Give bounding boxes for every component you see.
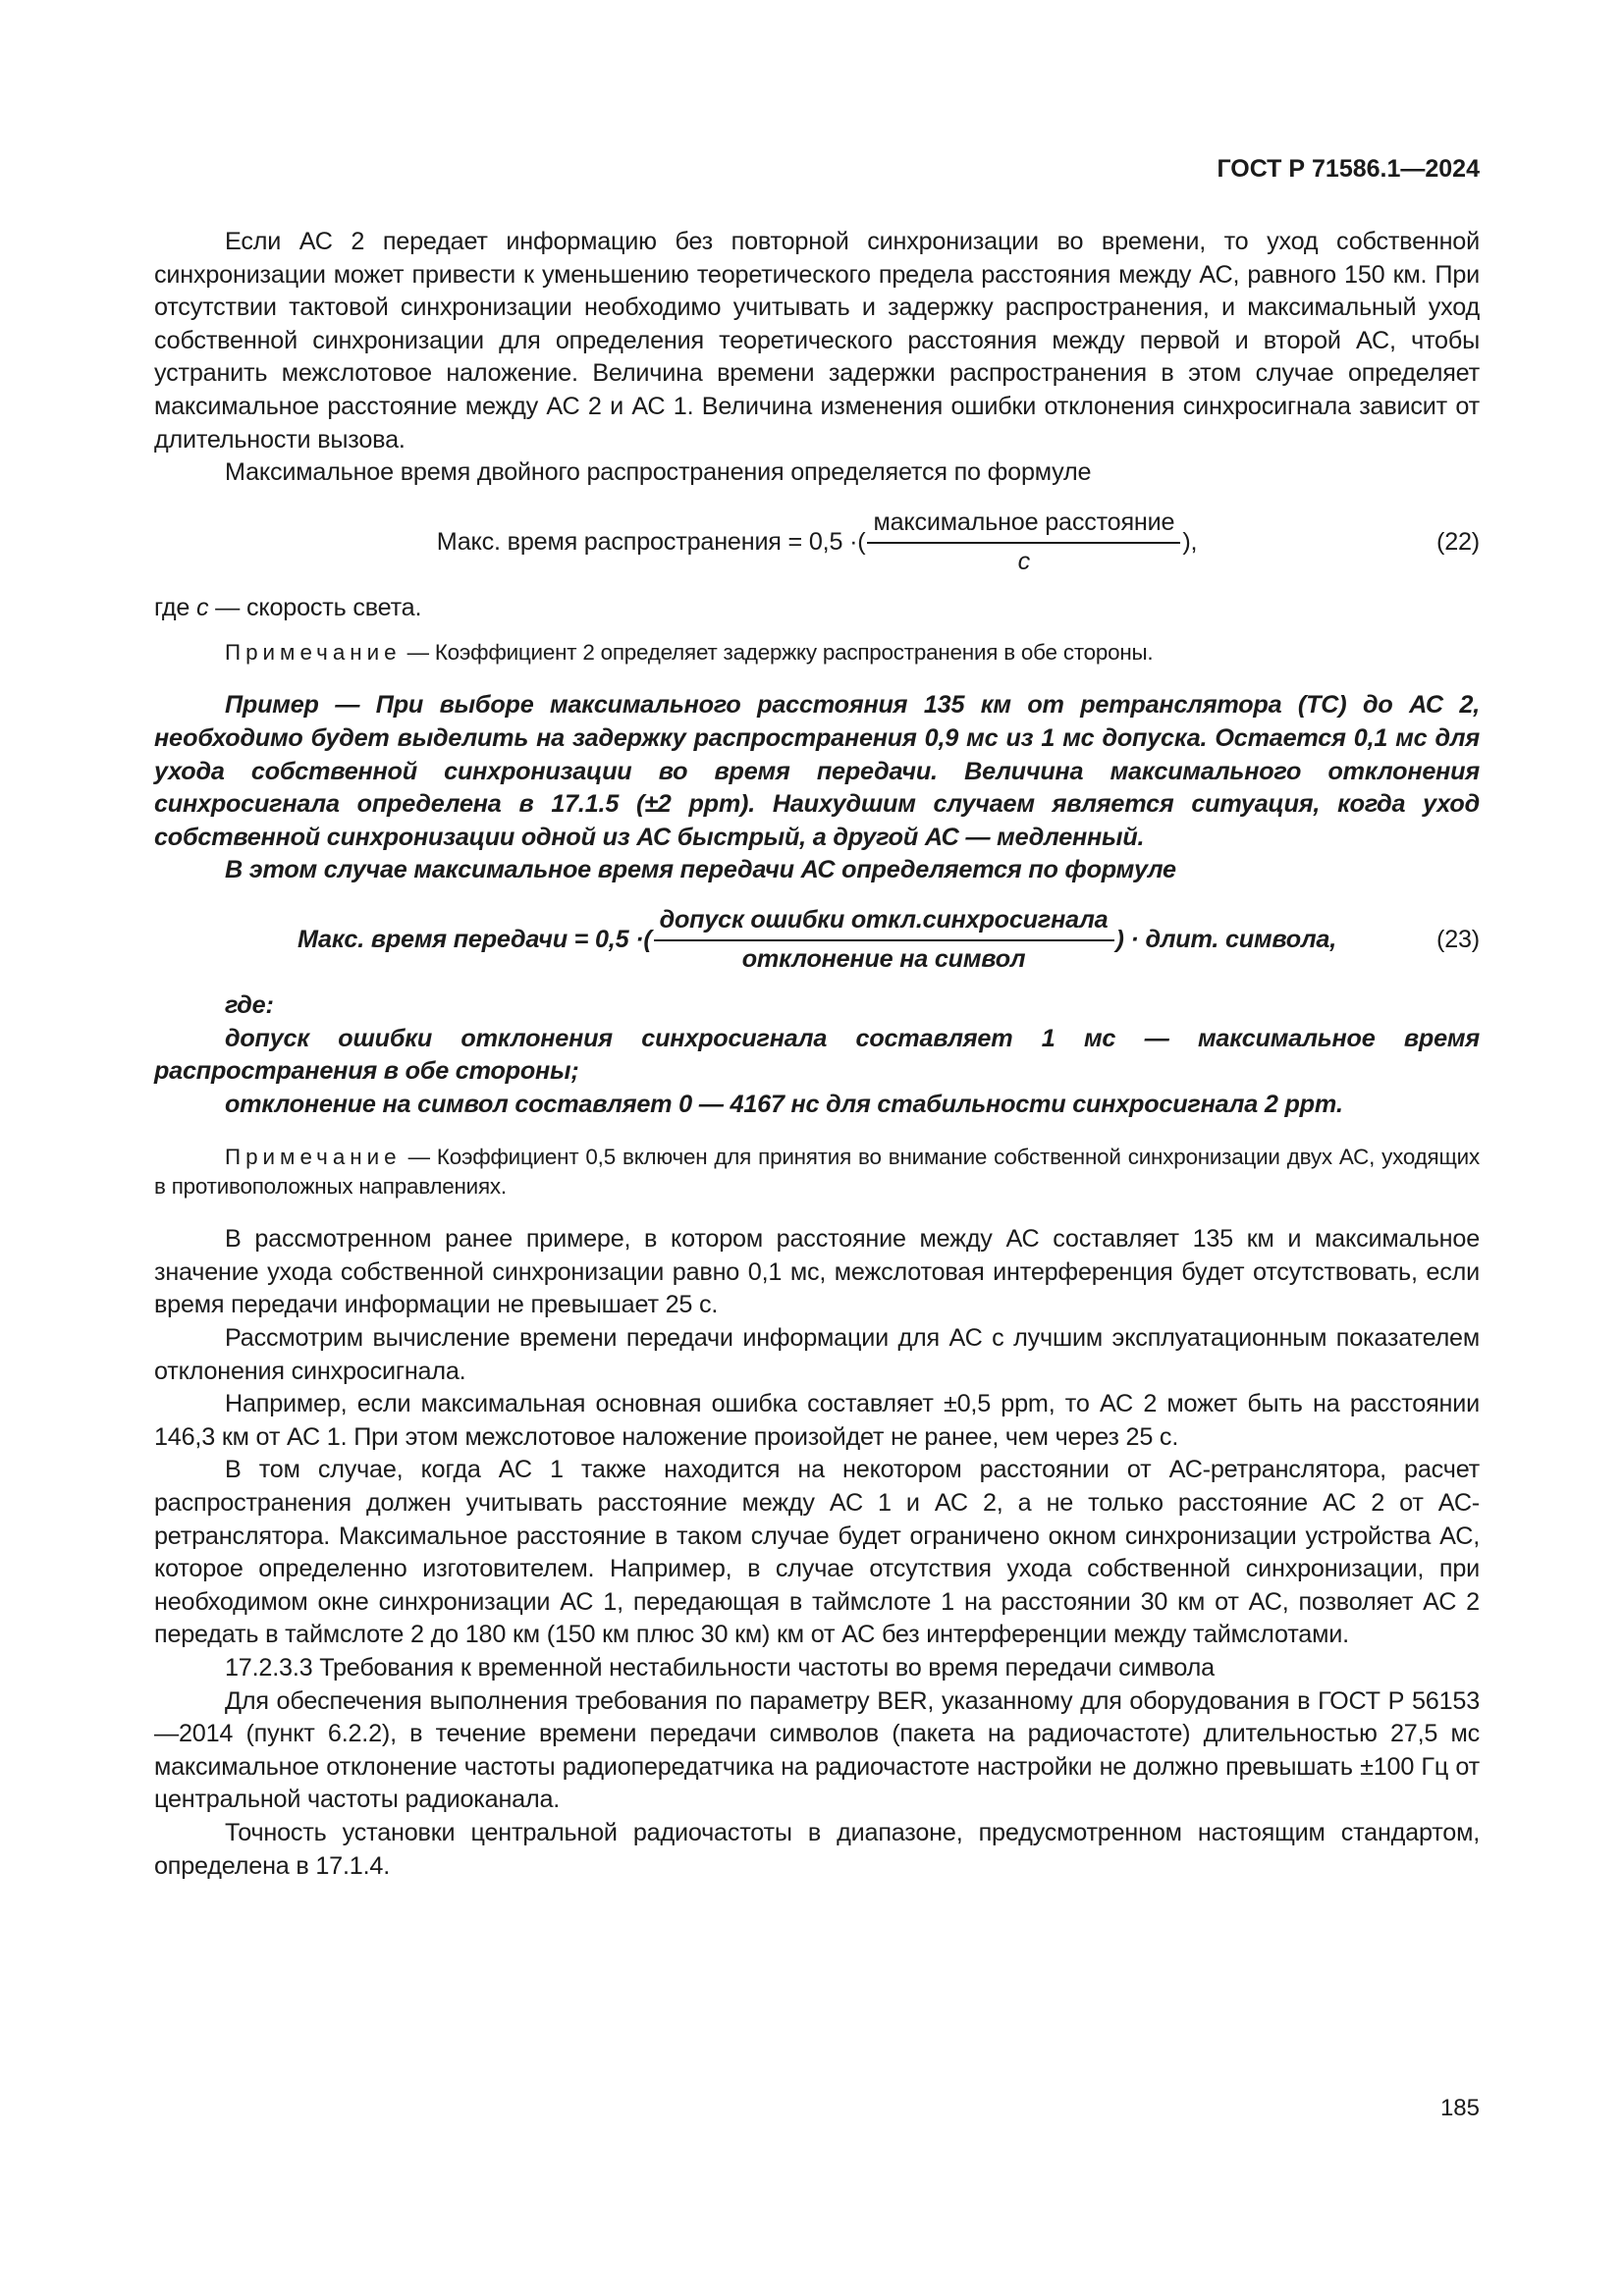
paragraph: Например, если максимальная основная ошибка составляет ±0,5 ppm, то АС 2 может быть на расстоянии 146,3 км от АС 1. При этом межслотовое наложение произойдет не ранее, чем через 25 с. [154,1390,1480,1451]
example-paragraph: В этом случае максимальное время передачи АС определяется по формуле [225,856,1176,884]
where-prefix: где [154,593,196,621]
formula-number: (22) [1436,527,1480,556]
note-label: Примечание [225,1145,402,1170]
formula-rhs: ), [1182,527,1198,556]
definition: допуск ошибки отклонения синхросигнала составляет 1 мс — максимальное время распространения в обе стороны; [154,1024,1480,1086]
where-c-line [154,592,1480,625]
note-text: — Коэффициент 0,5 включен для принятия во внимание собственной синхронизации двух АС, уходящих в противоположных направлениях. [154,1145,1480,1200]
formula-fraction [867,507,1180,578]
where-label: где: [225,990,274,1019]
fraction-denominator: c [1017,547,1031,575]
section-heading-17-2-3-3: 17.2.3.3 Требования к временной нестабильности частоты во время передачи символа [225,1654,1215,1682]
note-label: Примечание [225,640,402,666]
fraction-denominator: отклонение на символ [741,944,1026,973]
formula-lhs: Макс. время передачи = 0,5 ·( [297,926,652,954]
note-2 [154,1143,1480,1201]
paragraph: Точность установки центральной радиочастоты в диапазоне, предусмотренном настоящим стандартом, определена в 17.1.4. [154,1818,1480,1880]
formula-lhs: Макс. время распространения = 0,5 ·( [436,527,866,556]
page-number: 185 [1439,2095,1480,2121]
where-suffix: — скорость света. [208,593,422,621]
note-text: — Коэффициент 2 определяет задержку распространения в обе стороны. [401,640,1154,666]
definition: отклонение на символ составляет 0 — 4167 нс для стабильности синхросигнала 2 ppm. [225,1090,1343,1118]
fraction-numerator: максимальное расстояние [867,507,1180,544]
formula-expression [154,895,1480,986]
paragraph: В том случае, когда АС 1 также находится на некотором расстоянии от АС-ретранслятора, расчет распространения должен учитывать расстояние между АС 1 и АС 2, а не только расстояние АС 2 от АС-ретранслятора. Максимальное расстояние в таком случае будет ограничено окном синхронизации устройства АС, которое определенно изготовителем. Например, в случае отсутствия ухода собственной синхронизации, при необходимом окне синхронизации АС 1, передающая в таймслоте 1 на расстоянии 30 км от АС, позволяет АС 2 передать в таймслоте 2 до 180 км (150 км плюс 30 км) км от АС без интерференции между таймслотами. [154,1456,1480,1649]
paragraph: Для обеспечения выполнения требования по параметру BER, указанному для оборудования в ГОСТ Р 56153—2014 (пункт 6.2.2), в течение времени передачи символов (пакета на радиочастоте) длительностью 27,5 мс максимальное отклонение частоты радиопередатчика на радиочастоте настройки не должно превышать ±100 Гц от центральной частоты радиоканала. [154,1686,1480,1814]
example-block [154,689,1480,1121]
formula-fraction [654,904,1114,976]
formula-rhs: ) · длит. символа, [1115,926,1337,954]
formula-number: (23) [1436,926,1480,954]
paragraph: В рассмотренном ранее примере, в котором расстояние между АС составляет 135 км и максимальное значение ухода собственной синхронизации равно 0,1 мс, межслотовая интерференция будет отсутствовать, если время передачи информации не превышает 25 с. [154,1225,1480,1319]
formula-22 [154,498,1480,588]
formula-expression [154,498,1480,588]
symbol-c: c [195,593,209,621]
note-1 [154,638,1480,667]
document-code-header: ГОСТ Р 71586.1—2024 [1217,155,1480,183]
paragraph: Рассмотрим вычисление времени передачи информации для АС с лучшим эксплуатационным показателем отклонения синхросигнала. [154,1324,1480,1385]
example-paragraph: Пример — При выборе максимального расстояния 135 км от ретранслятора (ТС) до АС 2, необходимо будет выделить на задержку распространения 0,9 мс из 1 мс допуска. Остается 0,1 мс для ухода собственной синхронизации во время передачи. Величина максимального отклонения синхросигнала определена в 17.1.5 (±2 ppm). Наихудшим случаем является ситуация, когда уход собственной синхронизации одной из АС быстрый, а другой АС — медленный. [154,691,1480,851]
formula-23 [154,895,1480,986]
paragraph: Максимальное время двойного распространения определяется по формуле [225,458,1092,487]
fraction-numerator: допуск ошибки откл.синхросигнала [654,904,1114,941]
paragraph: Если АС 2 передает информацию без повторной синхронизации во времени, то уход собственной синхронизации может привести к уменьшению теоретического предела расстояния между АС, равного 150 км. При отсутствии тактовой синхронизации необходимо учитывать и задержку распространения, и максимальный уход собственной синхронизации для определения теоретического расстояния между первой и второй АС, чтобы устранить межслотовое наложение. Величина времени задержки распространения в этом случае определяет максимальное расстояние между АС 2 и АС 1. Величина изменения ошибки отклонения синхросигнала зависит от длительности вызова. [154,228,1480,454]
document-body [154,226,1480,1883]
